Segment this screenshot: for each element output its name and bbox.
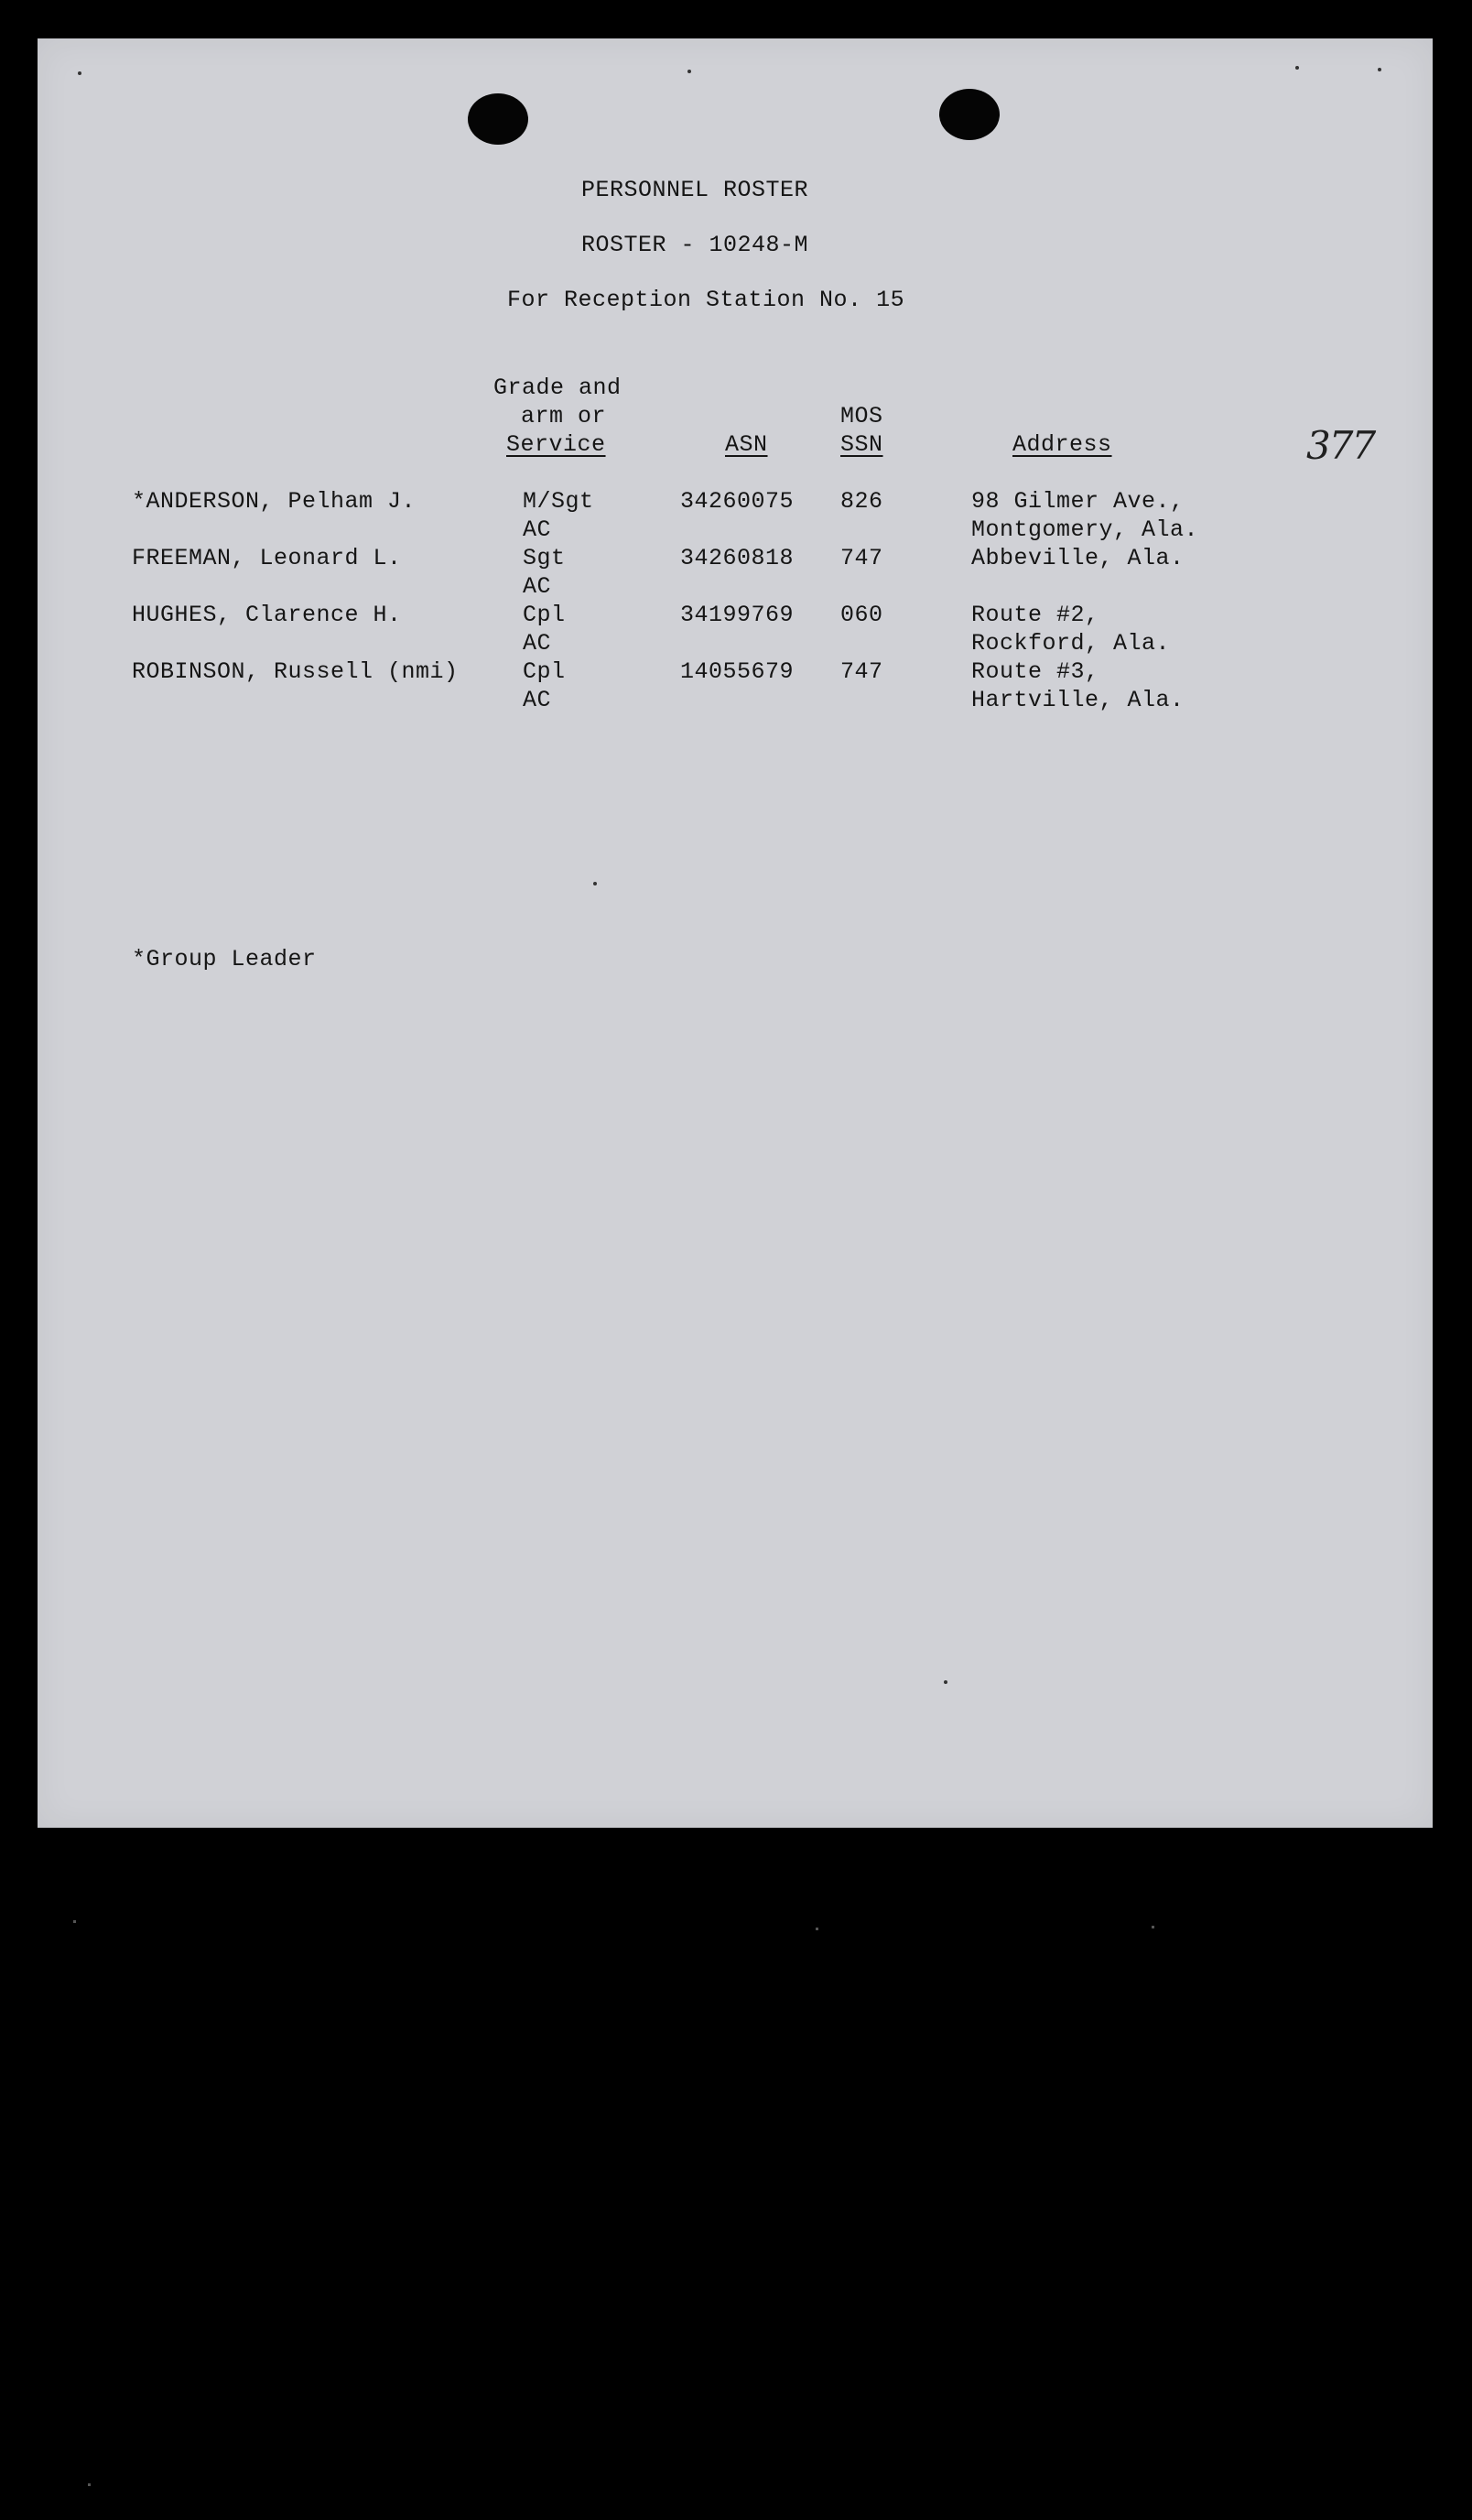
scan-speck (816, 1928, 818, 1930)
row-address-line1: Route #3, (971, 658, 1099, 685)
row-mos: 747 (840, 658, 883, 685)
scan-speck (78, 71, 81, 75)
row-address-line1: Abbeville, Ala. (971, 545, 1185, 571)
punch-hole-right (939, 89, 1000, 140)
row-name: HUGHES, Clarence H. (132, 602, 402, 628)
punch-hole-left (468, 93, 528, 145)
row-mos: 826 (840, 488, 883, 515)
row-grade: Cpl (523, 602, 566, 628)
station-line: For Reception Station No. 15 (507, 287, 905, 313)
document-heading: PERSONNEL ROSTER (581, 177, 809, 203)
row-address-line2: Rockford, Ala. (971, 630, 1171, 657)
row-grade: M/Sgt (523, 488, 594, 515)
header-grade-line1: Grade and (493, 375, 622, 401)
row-address-line1: 98 Gilmer Ave., (971, 488, 1185, 515)
row-address-line2: Montgomery, Ala. (971, 516, 1199, 543)
page-number: 377 (1306, 423, 1375, 468)
row-asn: 14055679 (680, 658, 795, 685)
footnote: *Group Leader (132, 946, 317, 972)
header-grade-line2: arm or (521, 403, 607, 429)
row-address-line2: Hartville, Ala. (971, 687, 1185, 713)
scan-speck (1152, 1926, 1154, 1928)
scan-speck (1295, 66, 1299, 70)
header-grade-line3: Service (506, 431, 606, 458)
scan-speck (687, 70, 691, 73)
row-address-line1: Route #2, (971, 602, 1099, 628)
header-ssn: SSN (840, 431, 883, 458)
row-mos: 747 (840, 545, 883, 571)
roster-number: ROSTER - 10248-M (581, 232, 809, 258)
row-arm: AC (523, 573, 552, 600)
scan-speck (88, 2483, 91, 2486)
row-arm: AC (523, 630, 552, 657)
row-arm: AC (523, 516, 552, 543)
row-grade: Sgt (523, 545, 566, 571)
scan-speck (593, 882, 597, 885)
header-address: Address (1012, 431, 1112, 458)
row-mos: 060 (840, 602, 883, 628)
row-asn: 34199769 (680, 602, 795, 628)
document-page (38, 38, 1433, 1828)
header-mos: MOS (840, 403, 883, 429)
row-asn: 34260818 (680, 545, 795, 571)
scan-speck (1378, 68, 1381, 71)
row-name: *ANDERSON, Pelham J. (132, 488, 417, 515)
row-arm: AC (523, 687, 552, 713)
row-name: ROBINSON, Russell (nmi) (132, 658, 459, 685)
row-asn: 34260075 (680, 488, 795, 515)
scan-speck (944, 1680, 947, 1684)
scan-speck (73, 1920, 76, 1923)
row-name: FREEMAN, Leonard L. (132, 545, 402, 571)
header-asn: ASN (725, 431, 768, 458)
row-grade: Cpl (523, 658, 566, 685)
